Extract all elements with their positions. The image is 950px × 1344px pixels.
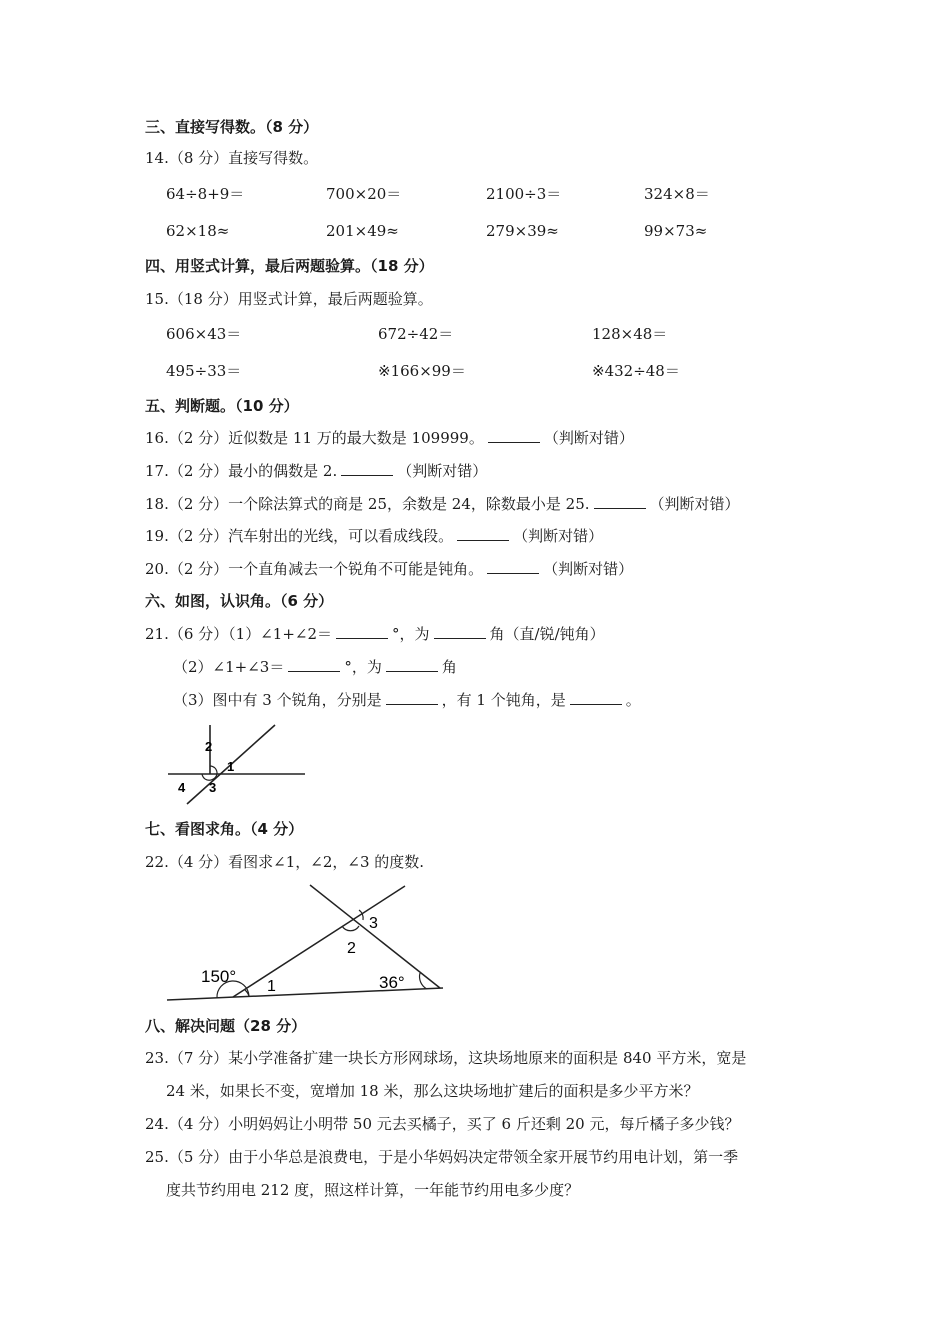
q15-item: ※432÷48＝ xyxy=(592,362,680,380)
q15-item: 128×48＝ xyxy=(592,325,668,343)
section-6-title: 六、如图，认识角。（6 分） xyxy=(145,592,334,610)
q21-text: （2）∠1+∠3＝ xyxy=(173,658,285,676)
question-20 xyxy=(145,559,633,579)
q14-item: 62×18≈ xyxy=(166,222,230,240)
question-16 xyxy=(145,428,634,448)
angle-figure-22 xyxy=(165,880,450,1005)
q15-item: 606×43＝ xyxy=(166,325,242,343)
question-18 xyxy=(145,494,740,514)
question-18-text: 18.（2 分）一个除法算式的商是 25，余数是 24，除数最小是 25. xyxy=(145,495,590,513)
question-22-text: 22.（4 分）看图求∠1，∠2，∠3 的度数. xyxy=(145,853,425,871)
q15-item: ※166×99＝ xyxy=(378,362,466,380)
angle-label: 4 xyxy=(178,780,186,795)
angle-label: 1 xyxy=(227,759,235,774)
question-19-text: 19.（2 分）汽车射出的光线，可以看成线段。 xyxy=(145,527,454,545)
section-5-title: 五、判断题。（10 分） xyxy=(145,397,299,415)
q14-item: 99×73≈ xyxy=(644,222,708,240)
answer-blank[interactable] xyxy=(570,690,622,705)
judge-hint: （判断对错） xyxy=(513,527,604,545)
q14-item: 279×39≈ xyxy=(486,222,559,240)
judge-hint: （判断对错） xyxy=(649,495,740,513)
q14-item: 2100÷3＝ xyxy=(486,185,562,203)
question-17-text: 17.（2 分）最小的偶数是 2. xyxy=(145,462,338,480)
q15-item: 495÷33＝ xyxy=(166,362,242,380)
angle-label: 2 xyxy=(347,940,356,957)
angle-label: 3 xyxy=(369,915,378,932)
right-line xyxy=(310,885,440,988)
judge-hint: （判断对错） xyxy=(397,462,488,480)
answer-blank[interactable] xyxy=(487,559,539,574)
q21-text: °，为 xyxy=(344,658,382,676)
answer-blank[interactable] xyxy=(288,657,340,672)
answer-blank[interactable] xyxy=(386,657,438,672)
question-21-part3 xyxy=(173,690,641,710)
judge-hint: （判断对错） xyxy=(543,429,634,447)
q21-text: 角（直/锐/钝角） xyxy=(489,625,605,643)
section-7-title: 七、看图求角。（4 分） xyxy=(145,820,304,838)
angle-figure-21 xyxy=(165,722,310,807)
question-21-part1 xyxy=(145,624,605,644)
question-21-part2 xyxy=(173,657,457,677)
question-21-text: 21.（6 分）（1）∠1+∠2＝ xyxy=(145,625,333,643)
angle-label: 36° xyxy=(379,973,405,992)
answer-blank[interactable] xyxy=(594,494,646,509)
q21-text: 。 xyxy=(625,691,641,709)
q14-item: 201×49≈ xyxy=(326,222,399,240)
question-19 xyxy=(145,526,603,546)
answer-blank[interactable] xyxy=(336,624,388,639)
q21-text: 角 xyxy=(441,658,457,676)
q21-text: （3）图中有 3 个锐角，分别是 xyxy=(173,691,382,709)
q14-item: 324×8＝ xyxy=(644,185,710,203)
question-25-line2: 度共节约用电 212 度，照这样计算，一年能节约用电多少度？ xyxy=(166,1181,580,1199)
answer-blank[interactable] xyxy=(434,624,486,639)
answer-blank[interactable] xyxy=(488,428,540,443)
question-24-line1: 24.（4 分）小明妈妈让小明带 50 元去买橘子，买了 6 斤还剩 20 元，每斤橘子多少钱？ xyxy=(145,1115,740,1133)
question-20-text: 20.（2 分）一个直角减去一个锐角不可能是钝角。 xyxy=(145,560,484,578)
question-25-line1: 25.（5 分）由于小华总是浪费电，于是小华妈妈决定带领全家开展节约用电计划，第一季 xyxy=(145,1148,739,1166)
angle-arc xyxy=(342,926,359,931)
q15-item: 672÷42＝ xyxy=(378,325,454,343)
answer-blank[interactable] xyxy=(386,690,438,705)
judge-hint: （判断对错） xyxy=(543,560,634,578)
angle-label: 3 xyxy=(209,780,217,795)
q14-item: 64÷8+9＝ xyxy=(166,185,245,203)
angle-label: 1 xyxy=(267,978,276,995)
section-3-title: 三、直接写得数。（8 分） xyxy=(145,118,319,136)
q14-item: 700×20＝ xyxy=(326,185,402,203)
answer-blank[interactable] xyxy=(341,461,393,476)
q21-text: ，有 1 个钝角，是 xyxy=(441,691,566,709)
angle-label: 2 xyxy=(205,739,213,754)
section-8-title: 八、解决问题（28 分） xyxy=(145,1017,307,1035)
question-14-text: 14.（8 分）直接写得数。 xyxy=(145,149,319,167)
question-15-text: 15.（18 分）用竖式计算，最后两题验算。 xyxy=(145,290,433,308)
q21-text: °，为 xyxy=(392,625,430,643)
question-23-line1: 23.（7 分）某小学准备扩建一块长方形网球场，这块场地原来的面积是 840 平方米，宽是 xyxy=(145,1049,747,1067)
angle-arc xyxy=(215,768,217,774)
question-17 xyxy=(145,461,487,481)
question-23-line2: 24 米，如果长不变，宽增加 18 米，那么这块场地扩建后的面积是多少平方米？ xyxy=(166,1082,699,1100)
answer-blank[interactable] xyxy=(457,526,509,541)
section-4-title: 四、用竖式计算，最后两题验算。（18 分） xyxy=(145,257,434,275)
angle-label: 150° xyxy=(201,967,237,986)
question-16-text: 16.（2 分）近似数是 11 万的最大数是 109999。 xyxy=(145,429,484,447)
